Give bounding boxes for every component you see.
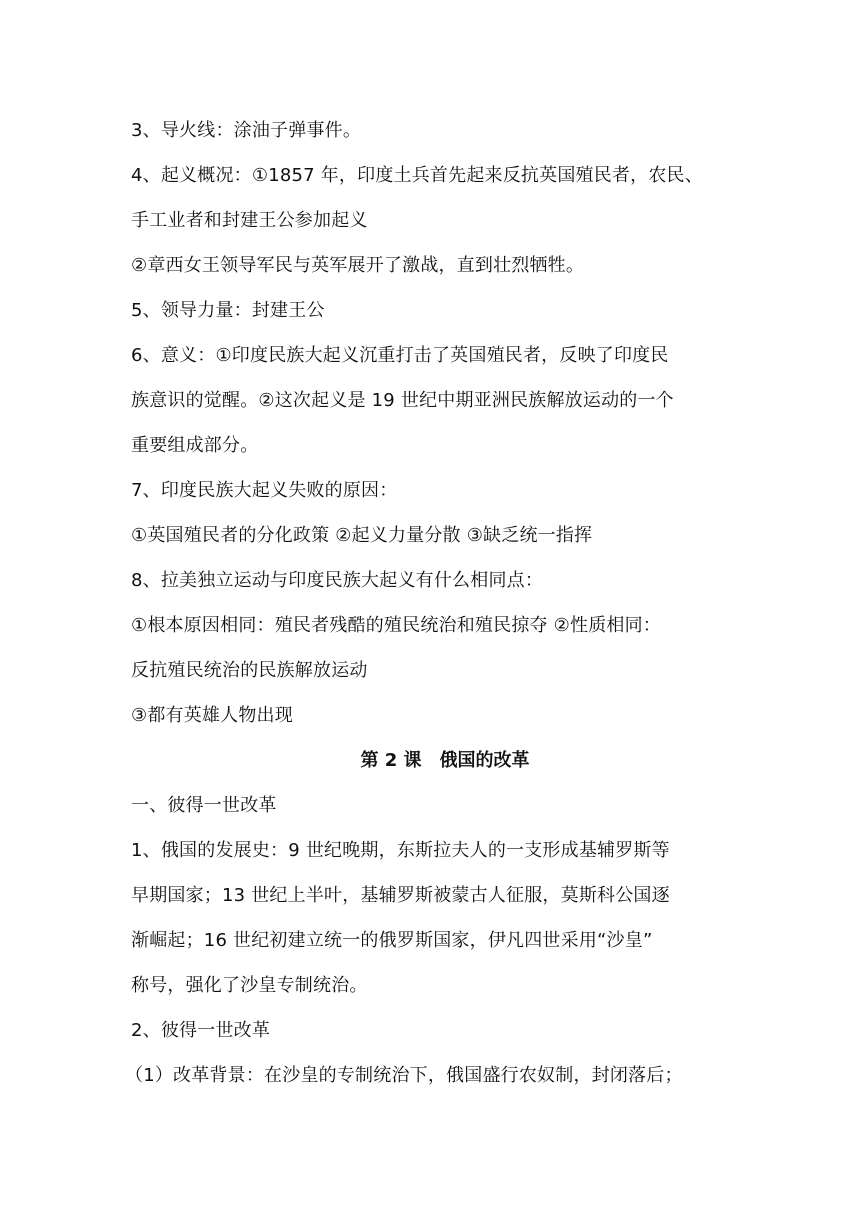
text-line: 7、印度民族大起义失败的原因： — [131, 480, 398, 501]
text-line: 8、拉美独立运动与印度民族大起义有什么相同点： — [131, 570, 544, 591]
text-line: 族意识的觉醒。②这次起义是 19 世纪中期亚洲民族解放运动的一个 — [131, 390, 674, 411]
text-line: ②章西女王领导军民与英军展开了激战，直到壮烈牺牲。 — [131, 255, 585, 276]
text-line: 5、领导力量：封建王公 — [131, 300, 325, 321]
text-line: （1）改革背景：在沙皇的专制统治下，俄国盛行农奴制，封闭落后； — [125, 1065, 683, 1086]
lesson-name: 俄国的改革 — [439, 750, 530, 771]
text-line: 早期国家；13 世纪上半叶，基辅罗斯被蒙古人征服，莫斯科公国逐 — [131, 885, 670, 906]
text-line: 6、意义：①印度民族大起义沉重打击了英国殖民者，反映了印度民 — [131, 345, 669, 366]
text-line: 称号，强化了沙皇专制统治。 — [131, 975, 368, 996]
text-line: ①英国殖民者的分化政策 ②起义力量分散 ③缺乏统一指挥 — [131, 525, 593, 546]
text-line: 3、导火线：涂油子弹事件。 — [131, 120, 362, 141]
lesson-title — [131, 738, 741, 783]
text-line: 4、起义概况：①1857 年，印度土兵首先起来反抗英国殖民者，农民、 — [131, 165, 703, 186]
text-line: 1、俄国的发展史：9 世纪晚期，东斯拉夫人的一支形成基辅罗斯等 — [131, 840, 670, 861]
text-line: 渐崛起；16 世纪初建立统一的俄罗斯国家，伊凡四世采用“沙皇” — [131, 930, 653, 951]
text-line: 2、彼得一世改革 — [131, 1020, 271, 1041]
text-line: 反抗殖民统治的民族解放运动 — [131, 660, 368, 681]
document-page — [125, 108, 741, 1098]
section-heading: 一、彼得一世改革 — [131, 795, 277, 816]
text-line: 重要组成部分。 — [131, 435, 259, 456]
text-line: 手工业者和封建王公参加起义 — [131, 210, 368, 231]
text-line: ③都有英雄人物出现 — [131, 705, 293, 726]
text-line: ①根本原因相同：殖民者残酷的殖民统治和殖民掠夺 ②性质相同： — [131, 615, 661, 636]
lesson-number: 第 2 课 — [360, 750, 422, 771]
